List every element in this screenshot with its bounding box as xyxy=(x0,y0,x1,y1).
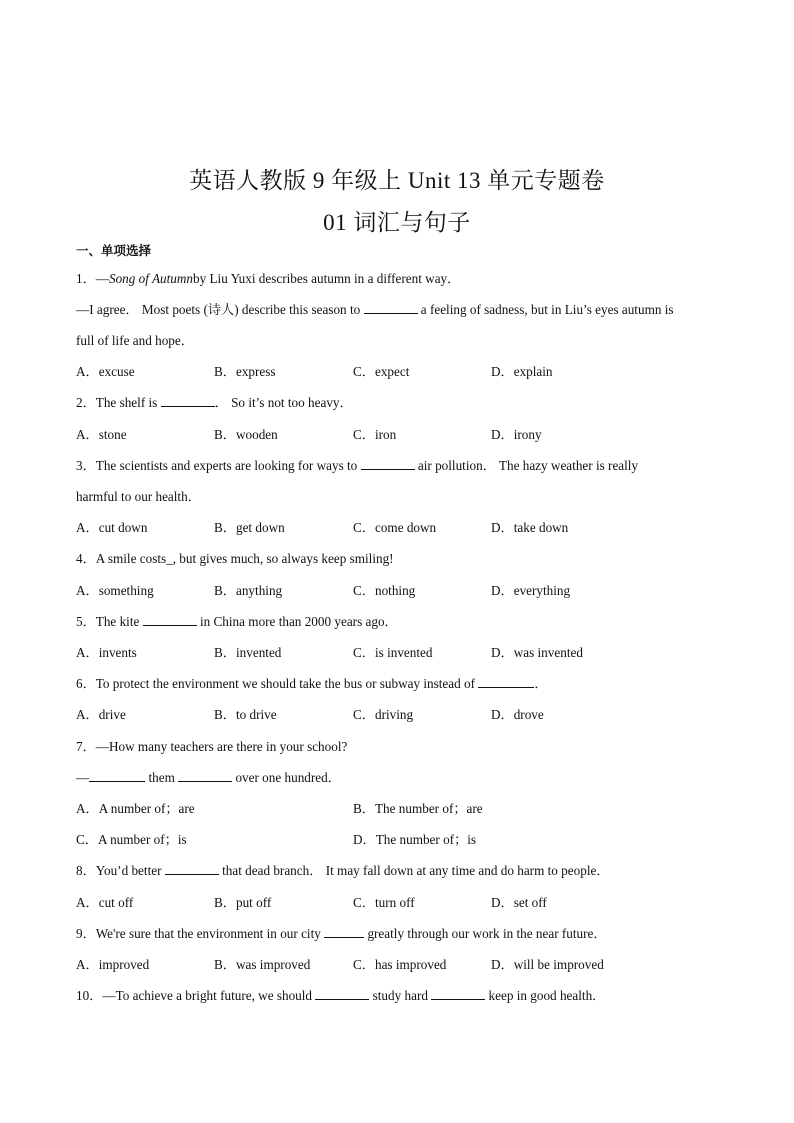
question-7-line-2 xyxy=(76,767,726,786)
answer-blank xyxy=(478,675,534,688)
question-text: study hard xyxy=(372,988,428,1003)
question-5 xyxy=(76,611,726,630)
question-number: 2． xyxy=(76,395,96,410)
question-text: We're sure that the environment in our city xyxy=(95,926,321,941)
option-a: A．something xyxy=(76,583,154,598)
answer-blank xyxy=(431,987,485,1000)
question-3-line-2: harmful to our health． xyxy=(76,489,201,504)
dash: — xyxy=(76,770,90,785)
section-heading: 一、单项选择 xyxy=(76,243,152,258)
option-a: A．A number of；are xyxy=(76,801,195,816)
question-9 xyxy=(76,923,726,942)
question-number: 7． xyxy=(76,739,96,754)
option-a: A．stone xyxy=(76,427,127,442)
question-1-line-2 xyxy=(76,299,726,318)
question-1 xyxy=(76,268,726,287)
option-d: D．drove xyxy=(491,707,544,722)
question-number: 1． xyxy=(76,271,96,286)
option-a: A．cut off xyxy=(76,895,134,910)
question-number: 8． xyxy=(76,863,96,878)
question-4 xyxy=(76,548,726,567)
option-b: B．put off xyxy=(214,895,272,910)
answer-blank xyxy=(315,987,369,1000)
question-text: You’d better xyxy=(95,863,162,878)
option-a: A．drive xyxy=(76,707,126,722)
question-text: keep in good health． xyxy=(488,988,606,1003)
option-d: D．was invented xyxy=(491,645,583,660)
question-text: The scientists and experts are looking for ways to xyxy=(95,458,358,473)
option-d: D．will be improved xyxy=(491,957,604,972)
question-1-line-3: full of life and hope． xyxy=(76,333,194,348)
question-number: 9． xyxy=(76,926,96,941)
option-b: B．get down xyxy=(214,520,285,535)
document-title: 英语人教版 9 年级上 Unit 13 单元专题卷 xyxy=(189,168,605,193)
question-number: 10． xyxy=(76,988,103,1003)
question-text: over one hundred． xyxy=(235,770,341,785)
question-6 xyxy=(76,673,726,692)
question-text: in China more than 2000 years ago． xyxy=(199,614,398,629)
dash: — xyxy=(95,271,109,286)
question-text: ． So it’s not too heavy． xyxy=(214,395,353,410)
poem-title: Song of Autumn xyxy=(108,271,193,286)
option-c: C．driving xyxy=(353,707,414,722)
question-text: greatly through our work in the near future． xyxy=(367,926,607,941)
option-b: B．anything xyxy=(214,583,283,598)
question-text: —How many teachers are there in your school? xyxy=(95,739,348,754)
answer-blank xyxy=(178,769,232,782)
option-a: A．improved xyxy=(76,957,150,972)
answer-blank xyxy=(361,457,415,470)
question-number: 3． xyxy=(76,458,96,473)
option-a: A．invents xyxy=(76,645,137,660)
question-text: To protect the environment we should take the bus or subway instead of xyxy=(95,676,476,691)
question-text: The shelf is xyxy=(95,395,158,410)
answer-blank xyxy=(89,769,145,782)
question-3 xyxy=(76,455,726,474)
option-c: C．has improved xyxy=(353,957,447,972)
question-text: The kite xyxy=(95,614,140,629)
question-text: that dead branch． It may fall down at any time and do harm to people． xyxy=(222,863,610,878)
option-b: B．The number of；are xyxy=(353,801,483,816)
question-text: ． xyxy=(534,676,548,691)
answer-blank xyxy=(364,301,418,314)
option-c: C．A number of；is xyxy=(76,832,187,847)
option-d: D．irony xyxy=(491,427,542,442)
question-8 xyxy=(76,860,726,879)
question-7 xyxy=(76,736,726,755)
question-number: 6． xyxy=(76,676,96,691)
question-text: —To achieve a bright future, we should xyxy=(102,988,313,1003)
option-c: C．come down xyxy=(353,520,437,535)
answer-blank xyxy=(161,394,215,407)
option-c: C．is invented xyxy=(353,645,433,660)
option-a: A．cut down xyxy=(76,520,148,535)
option-c: C．iron xyxy=(353,427,397,442)
option-b: B．wooden xyxy=(214,427,278,442)
answer-blank xyxy=(324,925,364,938)
option-c: C．expect xyxy=(353,364,410,379)
question-number: 4． xyxy=(76,551,96,566)
option-d: D．set off xyxy=(491,895,547,910)
option-b: B．was improved xyxy=(214,957,311,972)
option-d: D．everything xyxy=(491,583,571,598)
option-b: B．express xyxy=(214,364,276,379)
question-text: them xyxy=(148,770,175,785)
question-2 xyxy=(76,392,726,411)
option-c: C．nothing xyxy=(353,583,416,598)
option-b: B．invented xyxy=(214,645,282,660)
question-number: 5． xyxy=(76,614,96,629)
question-text: a feeling of sadness, but in Liu’s eyes autumn is xyxy=(420,302,674,317)
question-text: by Liu Yuxi describes autumn in a different way． xyxy=(192,271,461,286)
option-d: D．The number of；is xyxy=(353,832,477,847)
question-text: A smile costs_, but gives much, so always keep smiling! xyxy=(95,551,394,566)
document-subtitle: 01 词汇与句子 xyxy=(323,210,471,235)
option-b: B．to drive xyxy=(214,707,277,722)
option-d: D．take down xyxy=(491,520,569,535)
question-text: —I agree． Most poets (诗人) describe this season to xyxy=(76,302,361,317)
answer-blank xyxy=(143,613,197,626)
option-a: A．excuse xyxy=(76,364,135,379)
option-c: C．turn off xyxy=(353,895,415,910)
answer-blank xyxy=(165,862,219,875)
question-10 xyxy=(76,985,726,1004)
option-d: D．explain xyxy=(491,364,553,379)
question-text: air pollution． The hazy weather is really xyxy=(417,458,639,473)
